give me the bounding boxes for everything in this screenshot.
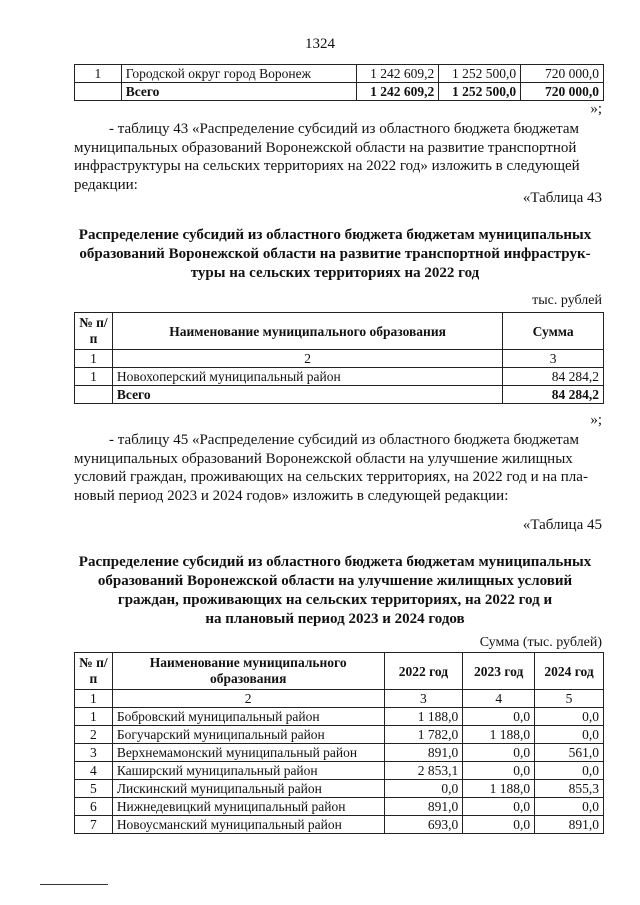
header-sum: Сумма	[503, 313, 604, 350]
header-year-2023: 2023 год	[463, 653, 535, 690]
table-row	[75, 744, 604, 762]
index-cell: 3	[503, 350, 604, 368]
sum-cell: 84 284,2	[503, 368, 604, 386]
paragraph-line: условий граждан, проживающих на сельских территориях, на 2022 год и на пла-	[74, 469, 588, 486]
row-number: 5	[75, 780, 113, 798]
title-line: образований Воронежской области на развитие транспортной инфраструк-	[79, 246, 591, 262]
index-cell: 4	[463, 690, 535, 708]
footnote-divider	[40, 884, 108, 885]
paragraph-line: инфраструктуры на сельских территориях на 2022 год» изложить в следующей	[74, 158, 580, 175]
value-2024: 855,3	[535, 780, 604, 798]
value-2023: 0,0	[463, 708, 535, 726]
row-number: 1	[75, 65, 122, 83]
value-2024: 0,0	[535, 798, 604, 816]
value-cell: 720 000,0	[521, 65, 604, 83]
row-number: 7	[75, 816, 113, 834]
paragraph-table-45	[74, 431, 604, 505]
total-row	[75, 386, 604, 404]
title-line: граждан, проживающих на сельских территориях, на 2022 год и	[117, 592, 553, 608]
value-2022: 1 188,0	[384, 708, 463, 726]
municipality-name: Городской округ город Воронеж	[121, 65, 357, 83]
municipality-name: Бобровский муниципальный район	[112, 708, 384, 726]
index-row	[75, 690, 604, 708]
table-43-title	[60, 226, 610, 283]
total-value: 720 000,0	[521, 83, 604, 101]
value-2024: 0,0	[535, 762, 604, 780]
value-cell: 1 242 609,2	[357, 65, 439, 83]
index-cell: 5	[535, 690, 604, 708]
value-2022: 1 782,0	[384, 726, 463, 744]
paragraph-line: - таблицу 45 «Распределение субсидий из областного бюджета бюджетам	[109, 432, 579, 448]
paragraph-line: новый период 2023 и 2024 годов» изложить в следующей редакции:	[74, 487, 509, 504]
top-table	[74, 64, 604, 101]
header-number: № п/п	[75, 653, 113, 690]
paragraph-table-43	[74, 120, 604, 194]
value-2023: 0,0	[463, 762, 535, 780]
header-row	[75, 313, 604, 350]
paragraph-line: муниципальных образований Воронежской области на развитие транспортной	[74, 139, 577, 156]
value-2022: 891,0	[384, 744, 463, 762]
value-2024: 0,0	[535, 708, 604, 726]
row-number: 3	[75, 744, 113, 762]
row-number: 1	[75, 708, 113, 726]
total-row	[75, 83, 604, 101]
table-43	[74, 312, 604, 404]
value-2024: 0,0	[535, 726, 604, 744]
municipality-name: Верхнемамонский муниципальный район	[112, 744, 384, 762]
row-number: 1	[75, 368, 113, 386]
row-number: 6	[75, 798, 113, 816]
table-row	[75, 816, 604, 834]
page-number: 1324	[305, 36, 335, 52]
table-row	[75, 708, 604, 726]
table-row	[75, 65, 604, 83]
paragraph-line: редакции:	[74, 176, 138, 193]
municipality-name: Новохоперский муниципальный район	[112, 368, 502, 386]
header-year-2024: 2024 год	[535, 653, 604, 690]
total-value: 1 252 500,0	[439, 83, 521, 101]
value-2023: 0,0	[463, 816, 535, 834]
header-name: Наименование муниципального образования	[112, 313, 502, 350]
table-row	[75, 780, 604, 798]
index-cell: 3	[384, 690, 463, 708]
empty-cell	[75, 386, 113, 404]
table-43-unit: тыс. рублей	[532, 293, 602, 308]
value-2024: 561,0	[535, 744, 604, 762]
table-row	[75, 762, 604, 780]
index-cell: 1	[75, 350, 113, 368]
closing-quote: »;	[590, 101, 602, 117]
header-row	[75, 653, 604, 690]
header-year-2022: 2022 год	[384, 653, 463, 690]
value-2022: 2 853,1	[384, 762, 463, 780]
title-line: Распределение субсидий из областного бюджета бюджетам муниципальных	[78, 554, 592, 570]
paragraph-line: муниципальных образований Воронежской области на улучшение жилищных	[74, 450, 573, 467]
value-2022: 0,0	[384, 780, 463, 798]
table-43-label: «Таблица 43	[522, 190, 602, 206]
index-cell: 2	[112, 350, 502, 368]
title-line: Распределение субсидий из областного бюджета бюджетам муниципальных	[78, 227, 592, 243]
value-2022: 693,0	[384, 816, 463, 834]
municipality-name: Каширский муниципальный район	[112, 762, 384, 780]
table-45-title	[60, 553, 610, 629]
title-line: туры на сельских территориях на 2022 год	[190, 265, 480, 281]
table-row	[75, 798, 604, 816]
table-row	[75, 368, 604, 386]
title-line: на плановый период 2023 и 2024 годов	[205, 611, 465, 627]
total-label: Всего	[121, 83, 357, 101]
index-cell: 2	[112, 690, 384, 708]
title-line: образований Воронежской области на улучшение жилищных условий	[97, 573, 573, 589]
empty-cell	[75, 83, 122, 101]
value-2023: 0,0	[463, 798, 535, 816]
municipality-name: Богучарский муниципальный район	[112, 726, 384, 744]
closing-quote: »;	[590, 412, 602, 428]
total-value: 84 284,2	[503, 386, 604, 404]
municipality-name: Лискинский муниципальный район	[112, 780, 384, 798]
value-2023: 1 188,0	[463, 780, 535, 798]
value-2022: 891,0	[384, 798, 463, 816]
paragraph-line: - таблицу 43 «Распределение субсидий из областного бюджета бюджетам	[109, 121, 579, 137]
header-number: № п/п	[75, 313, 113, 350]
index-cell: 1	[75, 690, 113, 708]
table-45-unit: Сумма (тыс. рублей)	[479, 635, 602, 650]
municipality-name: Нижнедевицкий муниципальный район	[112, 798, 384, 816]
total-label: Всего	[112, 386, 502, 404]
table-45	[74, 652, 604, 834]
header-name: Наименование муниципального образования	[112, 653, 384, 690]
index-row	[75, 350, 604, 368]
row-number: 4	[75, 762, 113, 780]
row-number: 2	[75, 726, 113, 744]
table-45-label: «Таблица 45	[522, 517, 602, 533]
value-2024: 891,0	[535, 816, 604, 834]
municipality-name: Новоусманский муниципальный район	[112, 816, 384, 834]
value-cell: 1 252 500,0	[439, 65, 521, 83]
total-value: 1 242 609,2	[357, 83, 439, 101]
value-2023: 0,0	[463, 744, 535, 762]
table-row	[75, 726, 604, 744]
value-2023: 1 188,0	[463, 726, 535, 744]
